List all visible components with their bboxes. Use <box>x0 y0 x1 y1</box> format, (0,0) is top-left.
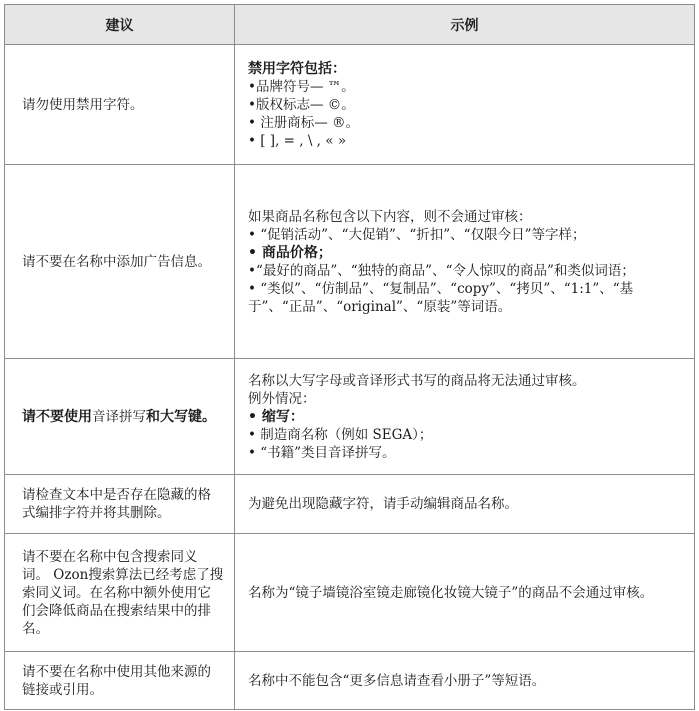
example-intro: 名称以大写字母或音译形式书写的商品将无法通过审核。 <box>248 372 586 389</box>
example-item: •“最好的商品”、“独特的商品”、“令人惊叹的商品”和类似词语； <box>248 262 635 279</box>
example-exceptions: 例外情况： <box>248 390 316 407</box>
example-heading: • 商品价格； <box>248 244 332 261</box>
advice-part: 音译拼写 <box>92 408 146 425</box>
table-row <box>5 165 695 359</box>
advice-cell: 请不要在名称中使用其他来源的链接或引用。 <box>5 652 235 710</box>
advice-cell <box>5 359 235 475</box>
header-example: 示例 <box>235 5 695 45</box>
table-row <box>5 359 695 475</box>
example-item: • [ ], = , \ , « » <box>248 132 347 149</box>
advice-cell: 请勿使用禁用字符。 <box>5 45 235 165</box>
guidelines-table <box>4 4 695 710</box>
example-item: • “类似”、“仿制品”、“复制品”、“copy”、“拷贝”、“1:1”、“基于”、“正品”、“original”、“原装”等词语。 <box>248 280 634 315</box>
example-cell: 名称中不能包含“更多信息请查看小册子”等短语。 <box>235 652 695 710</box>
table-row <box>5 45 695 165</box>
table-row <box>5 652 695 710</box>
table-header-row <box>5 5 695 45</box>
advice-cell: 请检查文本中是否存在隐藏的格式编排字符并将其删除。 <box>5 475 235 534</box>
header-advice: 建议 <box>5 5 235 45</box>
example-item: • 制造商名称（例如 SEGA）； <box>248 426 433 443</box>
example-intro: 如果商品名称包含以下内容，则不会通过审核： <box>248 208 532 225</box>
example-heading: 禁用字符包括： <box>248 60 346 77</box>
example-item: • 注册商标— ®。 <box>248 114 360 131</box>
example-heading: • 缩写： <box>248 408 304 425</box>
example-cell: 名称为“镜子墙镜浴室镜走廊镜化妆镜大镜子”的商品不会通过审核。 <box>235 534 695 652</box>
advice-part: 和大写键。 <box>146 408 216 425</box>
advice-cell: 请不要在名称中添加广告信息。 <box>5 165 235 359</box>
example-cell: 为避免出现隐藏字符，请手动编辑商品名称。 <box>235 475 695 534</box>
table-row <box>5 534 695 652</box>
example-item: • “书籍”类目音译拼写。 <box>248 444 396 461</box>
example-cell <box>235 165 695 359</box>
advice-part: 请不要使用 <box>22 408 92 425</box>
example-cell <box>235 45 695 165</box>
example-cell <box>235 359 695 475</box>
table-row <box>5 475 695 534</box>
advice-cell: 请不要在名称中包含搜索同义词。 Ozon搜索算法已经考虑了搜索同义词。在名称中额外使用它们会降低商品在搜索结果中的排名。 <box>5 534 235 652</box>
example-item: •版权标志— ©。 <box>248 96 355 113</box>
example-item: •品牌符号— ™。 <box>248 78 355 95</box>
example-item: • “促销活动”、“大促销”、“折扣”、“仅限今日”等字样； <box>248 226 586 243</box>
